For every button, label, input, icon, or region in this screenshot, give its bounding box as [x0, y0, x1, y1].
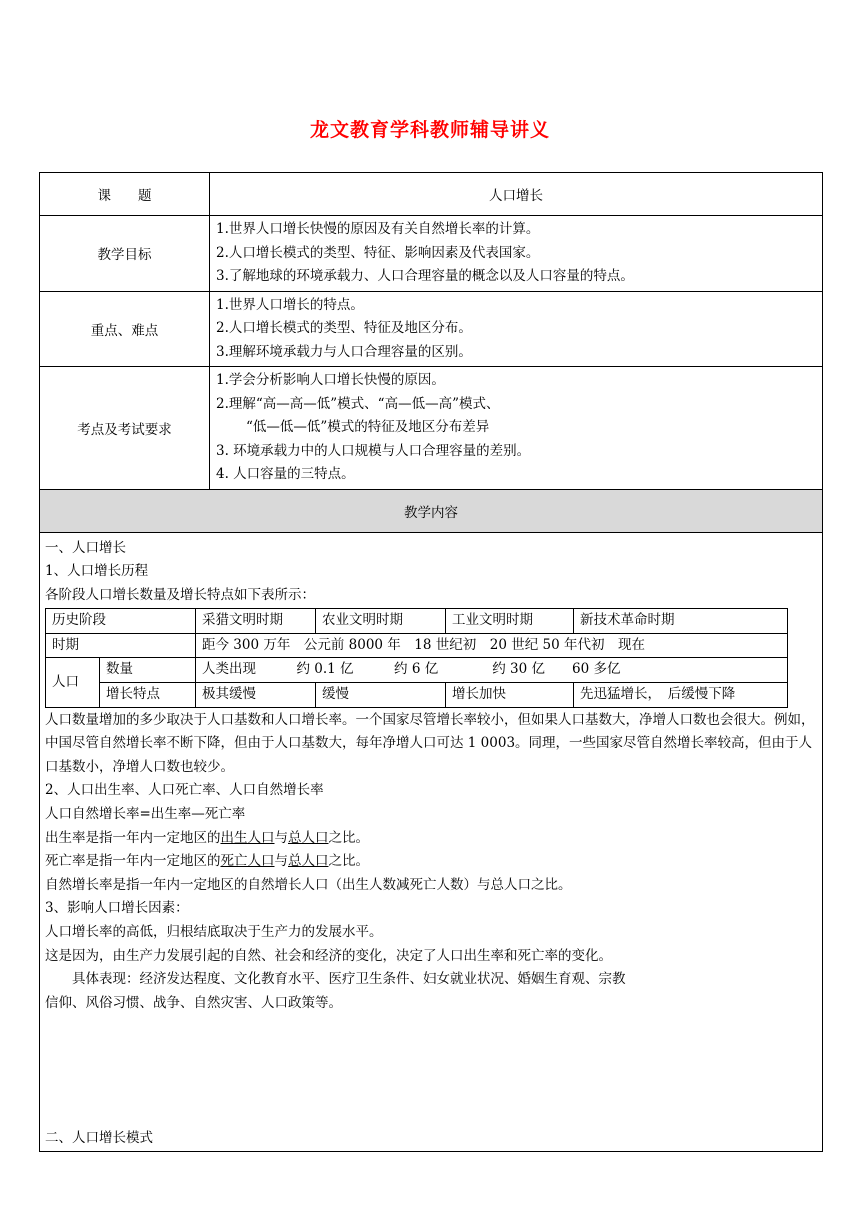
stage-row: [46, 609, 788, 634]
paragraph: 信仰、风俗习惯、战争、自然灾害、人口政策等。: [45, 994, 342, 1011]
underlined-term: 死亡人口: [220, 853, 275, 870]
goals-list: [210, 216, 823, 292]
exam-row: [40, 367, 823, 490]
period-label: 时期: [46, 633, 196, 658]
stage-label: 历史阶段: [46, 609, 196, 634]
blank-space: [45, 1015, 818, 1127]
population-label: 人口: [46, 658, 100, 707]
stage-cell: 新技术革命时期: [574, 609, 788, 634]
content-row: [40, 532, 823, 1151]
natural-rate-definition: 自然增长率是指一年内一定地区的自然增长人口（出生人数减死亡人数）与总人口之比。: [45, 876, 572, 893]
key-points-label: 重点、难点: [40, 291, 210, 367]
content-header: 教学内容: [40, 489, 823, 532]
count-label: 数量: [100, 658, 196, 683]
paragraph: 具体表现：经济发达程度、文化教育水平、医疗卫生条件、妇女就业状况、婚姻生育观、宗教: [72, 971, 626, 988]
topic-row: [40, 173, 823, 216]
underlined-term: 总人口: [288, 853, 329, 870]
subsection-heading: 3、影响人口增长因素：: [45, 900, 189, 917]
feature-cell: 先迅猛增长， 后缓慢下降: [574, 683, 788, 708]
topic-value: 人口增长: [210, 173, 823, 216]
count-row: [46, 658, 788, 683]
section-heading: 二、人口增长模式: [45, 1130, 153, 1147]
feature-cell: 极其缓慢: [196, 683, 316, 708]
goal-item: 3.了解地球的环境承载力、人口合理容量的概念以及人口容量的特点。: [216, 268, 634, 284]
goals-row: [40, 216, 823, 292]
underlined-term: 总人口: [288, 829, 329, 846]
exam-item: 4. 人口容量的三特点。: [216, 466, 355, 482]
paragraph: 人口数量增加的多少取决于人口基数和人口增长率。一个国家尽管增长率较小，但如果人口基数大，净增人口数也会很大。例如，中国尽管自然增长率不断下降，但由于人口基数大，每年净增人口可达 1 0003。同理，一些国家尽管自然增长率较高，但由于人口基数小，净增人口数也较少。: [45, 711, 815, 775]
key-points-list: [210, 291, 823, 367]
stage-cell: 工业文明时期: [446, 609, 574, 634]
text: 出生率是指一年内一定地区的: [45, 829, 221, 846]
exam-item: “低—低—低”模式的特征及地区分布差异: [246, 419, 490, 435]
text: 死亡率是指一年内一定地区的: [45, 853, 221, 870]
goals-label: 教学目标: [40, 216, 210, 292]
feature-cell: 缓慢: [316, 683, 446, 708]
content-header-row: [40, 489, 823, 532]
feature-cell: 增长加快: [446, 683, 574, 708]
key-point-item: 2.人口增长模式的类型、特征及地区分布。: [216, 320, 472, 336]
exam-label: 考点及考试要求: [40, 367, 210, 490]
paragraph: 人口增长率的高低，归根结底取决于生产力的发展水平。: [45, 924, 383, 940]
exam-item: 1.学会分析影响人口增长快慢的原因。: [216, 372, 445, 388]
topic-label: 课 题: [40, 173, 210, 216]
document-title: 龙文教育学科教师辅导讲义: [309, 119, 550, 141]
key-points-row: [40, 291, 823, 367]
exam-list: [210, 367, 823, 490]
goal-item: 2.人口增长模式的类型、特征、影响因素及代表国家。: [216, 244, 540, 261]
stage-cell: 农业文明时期: [316, 609, 446, 634]
paragraph: 各阶段人口增长数量及增长特点如下表所示：: [45, 586, 315, 603]
key-point-item: 1.世界人口增长的特点。: [216, 296, 364, 313]
period-values: 距今 300 万年 公元前 8000 年 18 世纪初 20 世纪 50 年代初 现在: [196, 633, 788, 658]
exam-item: 3. 环境承载力中的人口规模与人口合理容量的差别。: [216, 442, 531, 459]
paragraph: 这是因为，由生产力发展引起的自然、社会和经济的变化，决定了人口出生率和死亡率的变化。: [45, 947, 612, 964]
content-body: [40, 532, 823, 1151]
underlined-term: 出生人口: [220, 829, 275, 846]
birth-rate-definition: [45, 827, 818, 851]
text: 之比。: [328, 829, 369, 846]
text: 与: [274, 853, 288, 870]
period-row: [46, 633, 788, 658]
subsection-heading: 1、人口增长历程: [45, 563, 149, 580]
text: 与: [274, 829, 288, 846]
count-values: 人类出现 约 0.1 亿 约 6 亿 约 30 亿 60 多亿: [196, 658, 788, 683]
population-history-table: [45, 608, 788, 707]
formula: 人口自然增长率=出生率—死亡率: [45, 806, 246, 823]
exam-item: 2.理解“高—高—低”模式、“高—低—高”模式、: [216, 395, 500, 412]
subsection-heading: 2、人口出生率、人口死亡率、人口自然增长率: [45, 782, 324, 799]
feature-label: 增长特点: [100, 683, 196, 708]
goal-item: 1.世界人口增长快慢的原因及有关自然增长率的计算。: [216, 221, 540, 237]
stage-cell: 采猎文明时期: [196, 609, 316, 634]
text: 之比。: [328, 853, 369, 870]
section-heading: 一、人口增长: [45, 539, 126, 556]
death-rate-definition: [45, 850, 818, 874]
lesson-plan-table: [39, 172, 823, 1152]
feature-row: [46, 683, 788, 708]
key-point-item: 3.理解环境承载力与人口合理容量的区别。: [216, 343, 472, 360]
